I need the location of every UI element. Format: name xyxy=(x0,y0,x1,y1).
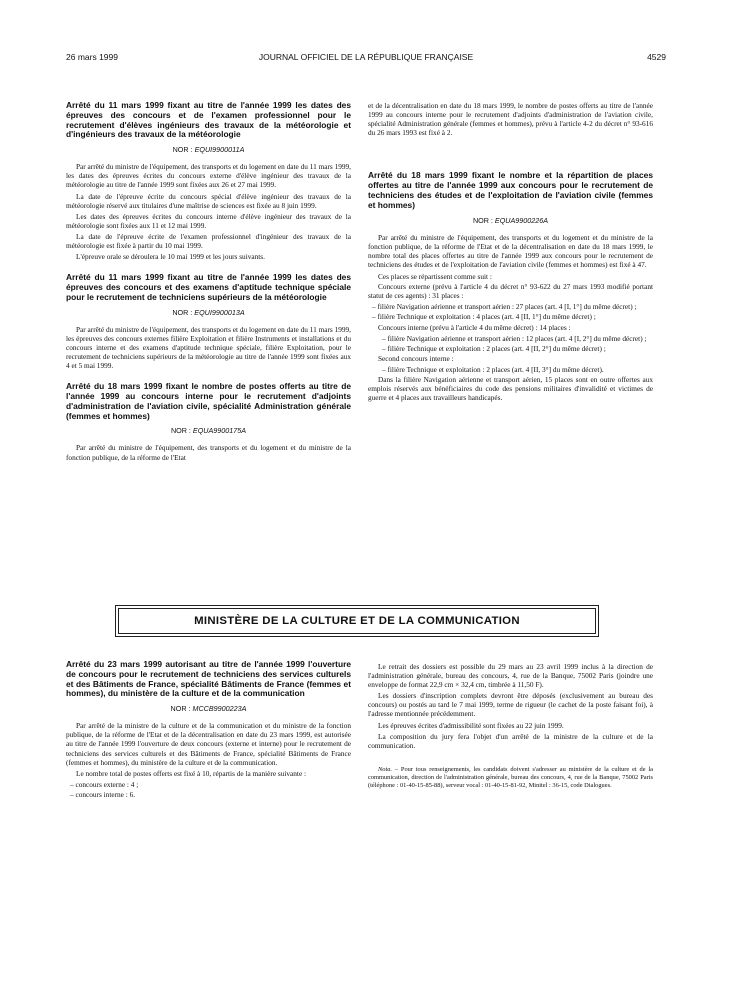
nor-reference: NOR : EQUI9900011A xyxy=(172,145,245,155)
article-title: Arrêté du 11 mars 1999 fixant au titre de l'année 1999 les dates des épreuves des concours et des examens d'aptitude technique spéciale pour le recrutement de techniciens supérieurs de la météorologie xyxy=(66,272,351,302)
list-item: – filière Technique et exploitation : 2 places (art. 4 [II, 2°] du même décret) ; xyxy=(382,343,606,353)
paragraph: et de la décentralisation en date du 18 mars 1999, le nombre de postes offerts au titre de l'année 1999 au concours interne pour le recrutement d'adjoints d'administration de l'aviation civile, spécialité Administration générale (femmes et hommes), prévu à l'article 4-2 du décret n° 93-616 du 26 mars 1993 est fixé à 2. xyxy=(368,101,653,138)
article-title: Arrêté du 18 mars 1999 fixant le nombre de postes offerts au titre de l'année 1999 au concours interne pour le recrutement d'adjoints d'administration de l'aviation civile, spécialité Administration générale (femmes et hommes) xyxy=(66,381,351,421)
ministry-title: MINISTÈRE DE LA CULTURE ET DE LA COMMUNICATION xyxy=(194,615,520,627)
paragraph: Par arrêté du ministre de l'équipement, des transports et du logement et du ministre de la fonction publique, de la réforme de l'Etat xyxy=(66,443,351,462)
paragraph: Par arrêté du ministre de l'équipement, des transports et du logement en date du 11 mars 1999, les épreuves des concours externes filière Exploitation et filière Instruments et installations et du concours interne et des examens d'aptitude technique spéciale, filière Exploitation, pour le recrutement de techniciens supérieurs de la météorologie au titre de l'année 1999 sont fixées aux 4 et 5 mai 1999. xyxy=(66,324,352,371)
journal-title: JOURNAL OFFICIEL DE LA RÉPUBLIQUE FRANÇAISE xyxy=(258,52,474,62)
paragraph: L'épreuve orale se déroulera le 10 mai 1999 et les jours suivants. xyxy=(76,252,265,262)
nota-text: – Pour tous renseignements, les candidats doivent s'adresser au ministère de la culture et de la communication, direction de l'administration générale, bureau des concours, 4, rue de la Banque, 75002 Paris (téléphone : 01-40-15-85-88), serveur vocal : 01-40-15-81-92, Minitel : 36-15, code Dialogues. xyxy=(368,765,653,789)
list-item: – filière Technique et exploitation : 4 places (art. 4 [II, 1°] du même décret) ; xyxy=(372,312,596,322)
paragraph: Par arrêté du ministre de l'équipement, des transports et du logement en date du 11 mars 1999, les dates des épreuves écrites du concours externe d'élève ingénieur des travaux de la météorologie au titre de l'année 1999 sont fixées aux 26 et 27 mai 1999. xyxy=(66,162,352,190)
article-title: Arrêté du 23 mars 1999 autorisant au titre de l'année 1999 l'ouverture de concours pour le recrutement de techniciens des services culturels et des Bâtiments de France, spécialité Bâtiments de France (femmes et hommes), du ministère de la culture et de la communication xyxy=(66,659,351,699)
list-item: – filière Navigation aérienne et transport aérien : 12 places (art. 4 [I, 2°] du même décret) ; xyxy=(382,333,647,343)
list-item: – concours interne : 6. xyxy=(70,789,136,799)
paragraph: Concours externe (prévu à l'article 4 du décret n° 93-622 du 27 mars 1993 modifié portant statut de ces agents) : 31 places : xyxy=(368,282,653,301)
nota-note xyxy=(368,766,653,790)
paragraph: Dans la filière Navigation aérienne et transport aérien, 15 places sont en outre offertes aux emplois réservés aux bénéficiaires du code des pensions militaires d'invalidité et victimes de guerre et 4 places aux travailleurs handicapés. xyxy=(368,374,653,403)
paragraph: Ces places se répartissent comme suit : xyxy=(378,272,492,282)
nor-code: EQUA9900226A xyxy=(494,215,549,225)
right-column xyxy=(368,101,653,404)
nor-reference: NOR : EQUA9900175A xyxy=(170,426,247,436)
paragraph: Les dates des épreuves écrites du concours interne d'élève ingénieur des travaux de la météorologie sont fixées aux 11 et 12 mai 1999. xyxy=(66,211,351,230)
paragraph: Par arrêté de la ministre de la culture et de la communication et du ministre de la fonction publique, de la réforme de l'Etat et de la décentralisation en date du 23 mars 1999, est autorisée au titre de l'année 1999 l'ouverture de deux concours (externe et interne) pour le recrutement de techniciens des services culturels et des Bâtiments de France, spécialité Bâtiments de France (femmes et hommes), du ministère de la culture et de la communication. xyxy=(66,721,351,767)
paragraph: Les dossiers d'inscription complets devront être déposés (exclusivement au bureau des concours) ou postés au tard le 7 mai 1999, terme de rigueur (le cachet de la poste faisant foi), à l'adresse mentionnée précédemment. xyxy=(368,691,653,719)
nor-reference: NOR : EQUA9900226A xyxy=(472,215,549,225)
paragraph: Concours interne (prévu à l'article 4 du même décret) : 14 places : xyxy=(378,322,571,332)
page-number: 4529 xyxy=(647,52,666,62)
nor-reference: NOR : MCCB9900223A xyxy=(170,704,247,714)
nor-code: EQUA9900175A xyxy=(192,426,247,436)
nor-code: EQUI9900013A xyxy=(194,307,245,317)
right-column-bottom xyxy=(368,662,653,790)
paragraph: La composition du jury fera l'objet d'un arrêté de la ministre de la culture et de la communication. xyxy=(368,731,653,750)
left-column xyxy=(66,101,351,464)
paragraph: Par arrêté du ministre de l'équipement, des transports et du logement et du ministre de la fonction publique, de la réforme de l'Etat et de la décentralisation en date du 18 mars 1999, le nombre total des places offertes au titre de l'année 1999 aux concours pour le recrutement de techniciens des études et de l'exploitation de l'aviation civile (femmes et hommes) est fixé à 47. xyxy=(368,232,653,269)
page-header xyxy=(66,52,666,66)
nor-reference: NOR : EQUI9900013A xyxy=(172,307,245,317)
paragraph: La date de l'épreuve écrite de l'examen professionnel d'ingénieur des travaux de la météorologie est fixée à partir du 10 mai 1999. xyxy=(66,231,351,251)
article-title: Arrêté du 18 mars 1999 fixant le nombre et la répartition de places offertes au titre de l'année 1999 aux concours pour le recrutement de techniciens des études et de l'exploitation de l'aviation civile (femmes et hommes) xyxy=(368,170,653,210)
list-item: – filière Navigation aérienne et transport aérien : 27 places (art. 4 [I, 1°] du même décret) ; xyxy=(372,302,637,312)
paragraph: Les épreuves écrites d'admissibilité sont fixées au 22 juin 1999. xyxy=(378,720,564,730)
header-date: 26 mars 1999 xyxy=(66,52,118,62)
nor-code: EQUI9900011A xyxy=(194,145,245,155)
paragraph: La date de l'épreuve écrite du concours spécial d'élève ingénieur des travaux de la météorologie réservé aux titulaires d'une maîtrise de sciences est fixée au 8 juin 1999. xyxy=(66,191,351,210)
paragraph: Le retrait des dossiers est possible du 29 mars au 23 avril 1999 inclus à la direction de l'administration générale, bureau des concours, 4, rue de la Banque, 75002 Paris (joindre une enveloppe de format 22,9 cm × 32,4 cm, timbrée à 11,50 F). xyxy=(368,662,653,690)
nota-label: Nota. xyxy=(378,765,393,773)
paragraph: Second concours interne : xyxy=(378,353,454,363)
article-title: Arrêté du 11 mars 1999 fixant au titre de l'année 1999 les dates des épreuves des concours et de l'examen professionnel pour le recrutement d'élèves ingénieurs des travaux de la météorologie et d'ingénieurs des travaux de la météorologie xyxy=(66,100,351,140)
list-item: – filière Technique et exploitation : 2 places (art. 4 [II, 3°] du même décret). xyxy=(382,364,604,374)
nor-code: MCCB9900223A xyxy=(192,704,247,714)
ministry-banner xyxy=(118,608,596,634)
left-column-bottom xyxy=(66,660,351,800)
paragraph: Le nombre total de postes offerts est fixé à 10, répartis de la manière suivante : xyxy=(76,768,307,778)
list-item: – concours externe : 4 ; xyxy=(70,779,139,789)
